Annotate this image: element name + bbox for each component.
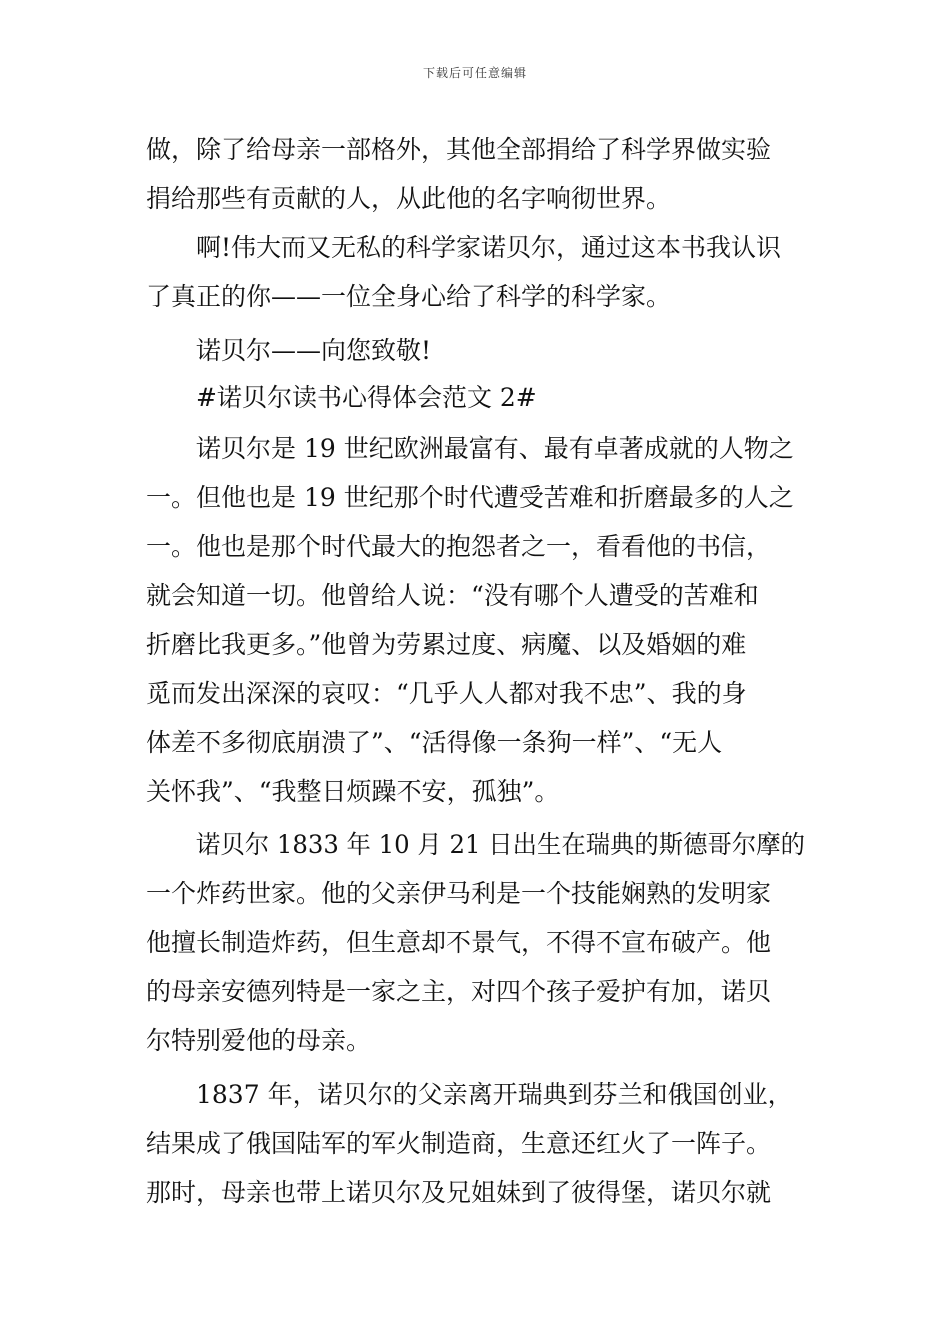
- text-line: 诺贝尔——向您致敬!: [196, 336, 432, 365]
- text-line: 他擅长制造炸药，但生意却不景气，不得不宣布破产。他: [146, 928, 772, 957]
- section-heading: #诺贝尔读书心得体会范文 2#: [196, 383, 537, 412]
- text-line: 折磨比我更多。”他曾为劳累过度、病魔、以及婚姻的难: [146, 630, 747, 659]
- text-line: 就会知道一切。他曾给人说：“没有哪个人遭受的苦难和: [146, 581, 759, 610]
- text-line: 尔特别爱他的母亲。: [146, 1026, 372, 1055]
- text-line: 一。但他也是 19 世纪那个时代遭受苦难和折磨最多的人之: [146, 483, 794, 512]
- text-line: 做，除了给母亲一部格外，其他全部捐给了科学界做实验: [146, 135, 772, 164]
- text-line: 一。他也是那个时代最大的抱怨者之一，看看他的书信，: [146, 532, 772, 561]
- text-line: 那时，母亲也带上诺贝尔及兄姐妹到了彼得堡，诺贝尔就: [146, 1178, 772, 1207]
- text-line: 啊!伟大而又无私的科学家诺贝尔，通过这本书我认识: [196, 233, 782, 262]
- text-line: 关怀我”、“我整日烦躁不安，孤独”。: [146, 777, 560, 806]
- text-line: 了真正的你——一位全身心给了科学的科学家。: [146, 282, 672, 311]
- text-line: 诺贝尔 1833 年 10 月 21 日出生在瑞典的斯德哥尔摩的: [196, 830, 805, 859]
- text-line: 觅而发出深深的哀叹：“几乎人人都对我不忠”、我的身: [146, 679, 747, 708]
- text-line: 诺贝尔是 19 世纪欧洲最富有、最有卓著成就的人物之: [196, 434, 794, 463]
- text-line: 结果成了俄国陆军的军火制造商，生意还红火了一阵子。: [146, 1129, 772, 1158]
- text-line: 一个炸药世家。他的父亲伊马利是一个技能娴熟的发明家: [146, 879, 772, 908]
- page-header: 下载后可任意编辑: [422, 66, 527, 80]
- text-line: 体差不多彻底崩溃了”、“活得像一条狗一样”、“无人: [146, 728, 723, 757]
- text-line: 捐给那些有贡献的人，从此他的名字响彻世界。: [146, 184, 672, 213]
- text-line: 的母亲安德列特是一家之主，对四个孩子爱护有加，诺贝: [146, 977, 772, 1006]
- text-line: 1837 年，诺贝尔的父亲离开瑞典到芬兰和俄国创业，: [196, 1080, 793, 1109]
